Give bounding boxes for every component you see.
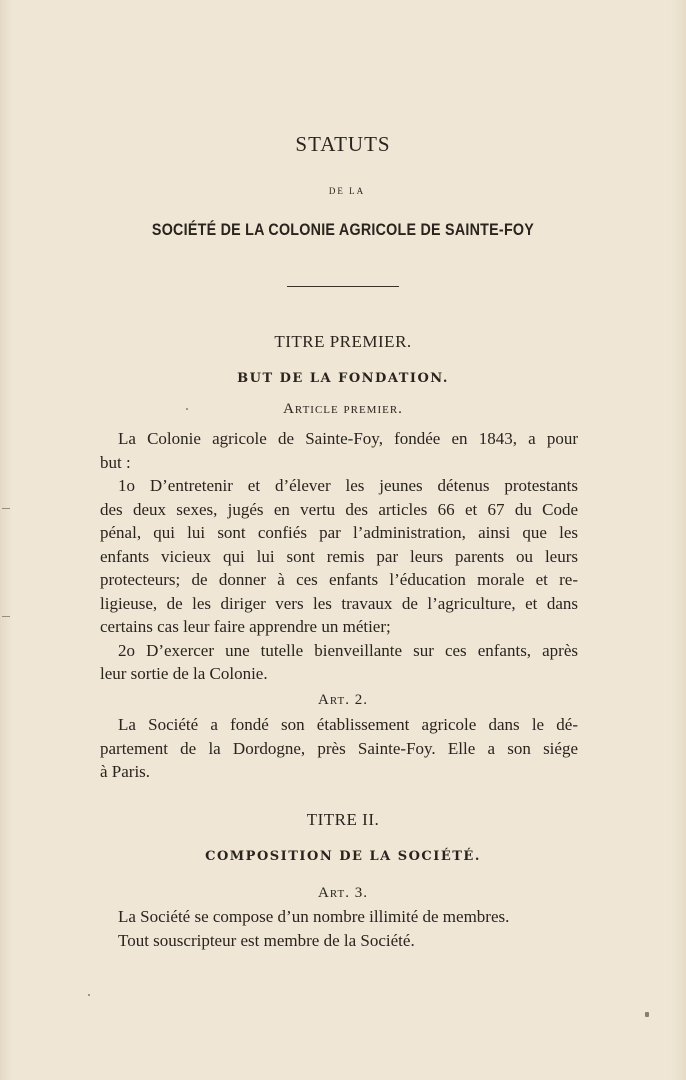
article-label-text: Art. 2. (318, 692, 368, 708)
text-line: enfants vicieux qui lui sont remis par leurs parents ou leurs (100, 546, 578, 566)
margin-mark (2, 616, 10, 617)
paper-speck (186, 408, 188, 410)
paper-speck (645, 1012, 649, 1017)
title-divider (287, 286, 399, 287)
text-line: des deux sexes, jugés en vertu des articles 66 et 67 du Code (100, 499, 578, 519)
society-name: SOCIÉTÉ DE LA COLONIE AGRICOLE DE SAINTE-FOY (151, 220, 535, 239)
article-label (0, 401, 686, 418)
paper-speck (88, 994, 90, 996)
article-label-text: Art. 3. (318, 885, 368, 901)
text-line: protecteurs; de donner à ces enfants l’éducation morale et re- (100, 570, 578, 589)
article-body (100, 713, 578, 784)
article-body (100, 905, 578, 952)
margin-mark (2, 508, 10, 509)
article-label (0, 692, 686, 709)
article-label-text: Article premier. (283, 401, 403, 417)
text-line: certains cas leur faire apprendre un métier; (100, 617, 391, 636)
text-line: La Colonie agricole de Sainte-Foy, fondée en 1843, a pour (118, 429, 578, 448)
text-line: La Société se compose d’un nombre illimité de membres. (118, 907, 510, 926)
document-title: STATUTS (295, 132, 391, 156)
text-line: ligieuse, de les diriger vers les travaux de l’agriculture, et dans (100, 593, 578, 613)
text-line: but : (100, 452, 131, 472)
text-line: Tout souscripteur est membre de la Société. (118, 930, 415, 950)
section-title: TITRE II. (306, 810, 380, 829)
text-line: à Paris. (100, 762, 151, 781)
article-label (0, 885, 686, 902)
text-line: 2o D’exercer une tutelle bienveillante sur ces enfants, après (118, 640, 578, 660)
text-line: leur sortie de la Colonie. (100, 664, 268, 683)
text-line: 1o D’entretenir et d’élever les jeunes détenus protestants (118, 476, 578, 495)
section-title: TITRE PREMIER. (274, 332, 412, 351)
article-body (100, 427, 578, 686)
section-heading: BUT DE LA FONDATION. (237, 371, 449, 386)
document-subtitle: DE LA (328, 186, 366, 196)
section-heading: COMPOSITION DE LA SOCIÉTÉ. (205, 849, 481, 864)
text-line: pénal, qui lui sont confiés par l’administration, ainsi que les (100, 523, 578, 542)
text-line: La Société a fondé son établissement agricole dans le dé- (118, 715, 578, 734)
text-line: partement de la Dordogne, près Sainte-Foy. Elle a son siége (100, 738, 578, 758)
